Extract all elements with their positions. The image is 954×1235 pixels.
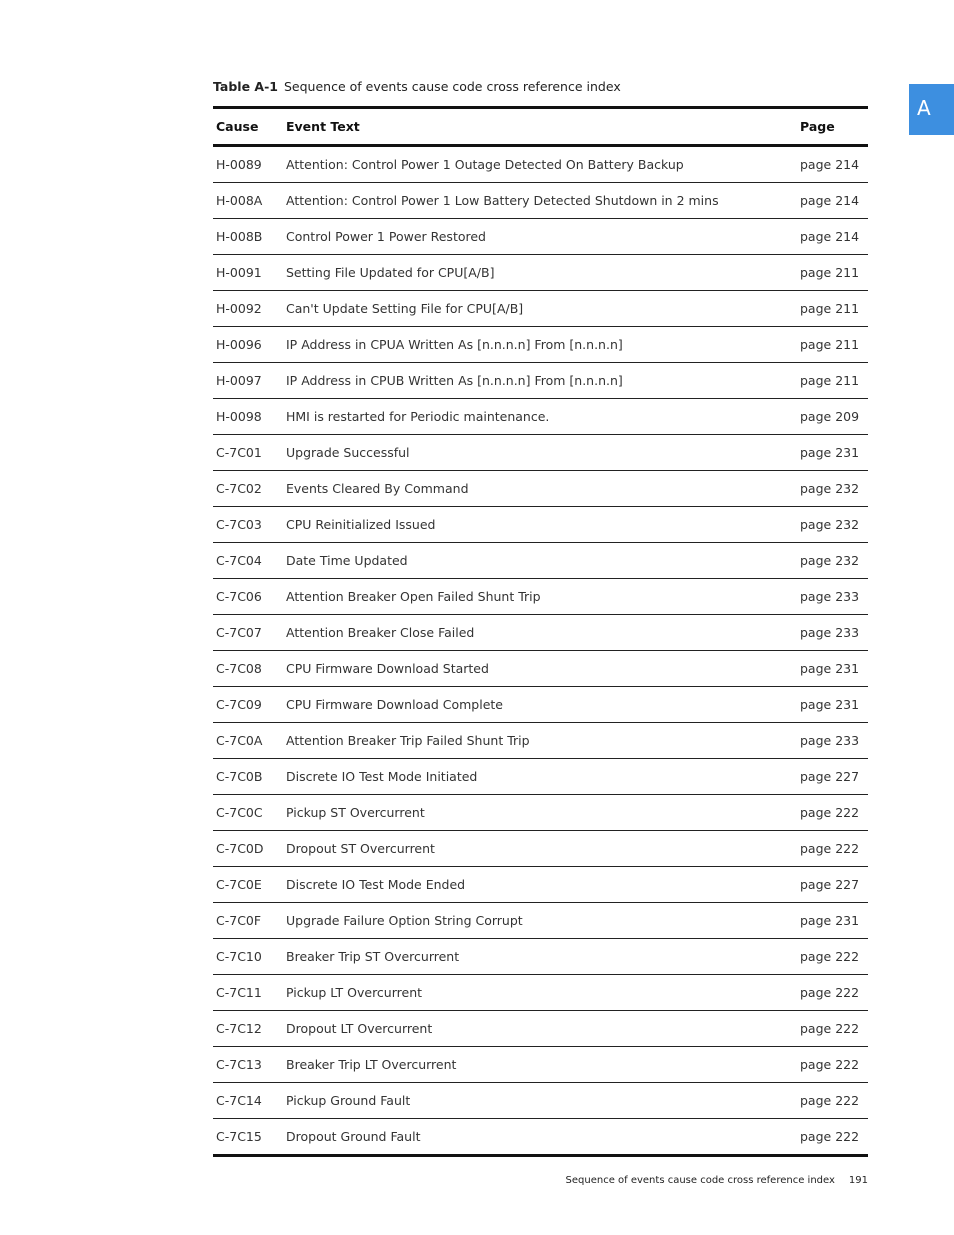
table-row [213,615,868,651]
cell-cause: H-0098 [213,399,283,435]
cell-page: page 232 [797,471,868,507]
cell-event-text: Dropout Ground Fault [286,1129,421,1144]
cell-cause: H-0089 [213,146,283,183]
table-row [213,939,868,975]
table-caption [213,79,621,94]
table-row [213,867,868,903]
cell-cause: H-0091 [213,255,283,291]
cell-page: page 227 [797,759,868,795]
cell-page: page 222 [797,1011,868,1047]
cell-event-text: IP Address in CPUB Written As [n.n.n.n] From [n.n.n.n] [283,363,797,399]
cell-cause: C-7C11 [213,975,283,1011]
cell-page: page 231 [797,687,868,723]
table-row [213,831,868,867]
table-caption-label: Table A-1 [213,79,278,94]
footer-section-title: Sequence of events cause code cross reference index [565,1175,835,1186]
cell-cause: C-7C0E [213,867,283,903]
cell-cause: C-7C0D [213,831,283,867]
cell-event-text: Attention: Control Power 1 Low Battery Detected Shutdown in 2 mins [283,183,797,219]
cell-page: page 214 [797,183,868,219]
table-row [213,507,868,543]
cell-cause: H-0096 [213,327,283,363]
table-row [213,1047,868,1083]
cell-event-text: Attention: Control Power 1 Outage Detected On Battery Backup [283,146,797,183]
cell-cause: C-7C02 [213,471,283,507]
table-row [213,975,868,1011]
cell-page: page 211 [797,327,868,363]
cell-event-text: Discrete IO Test Mode Ended [283,867,797,903]
cell-page: page 211 [797,291,868,327]
footer-page-number: 191 [848,1175,868,1186]
cell-cause: C-7C07 [213,615,283,651]
table-row [213,1011,868,1047]
cell-page: page 211 [797,255,868,291]
cell-page: page 222 [797,831,868,867]
cell-page: page 222 [797,975,868,1011]
cell-page: page 227 [797,867,868,903]
table-row [213,435,868,471]
cell-page: page 232 [797,507,868,543]
table-row [213,579,868,615]
table-row [213,327,868,363]
cell-page: page 222 [797,1047,868,1083]
cell-event-text: Breaker Trip ST Overcurrent [283,939,797,975]
cell-cause: C-7C03 [213,507,283,543]
table-row [213,1083,868,1119]
table-row [213,146,868,183]
cell-page: page 222 [797,1083,868,1119]
cell-cause: C-7C15 [216,1129,262,1144]
cell-event-text: Attention Breaker Trip Failed Shunt Trip [283,723,797,759]
header-page: Page [797,108,868,146]
cell-cause: C-7C0B [213,759,283,795]
cell-event-text: Pickup Ground Fault [283,1083,797,1119]
cell-event-text: Events Cleared By Command [283,471,797,507]
table-body [213,146,868,1156]
table-row [213,795,868,831]
table-row [213,903,868,939]
header-cause: Cause [213,108,283,146]
cell-cause: C-7C12 [213,1011,283,1047]
cell-event-text: CPU Firmware Download Started [283,651,797,687]
table-row [213,291,868,327]
table-row [213,687,868,723]
table-row [213,255,868,291]
cell-cause: C-7C0A [213,723,283,759]
cell-event-text: HMI is restarted for Periodic maintenance. [283,399,797,435]
cell-page: page 211 [797,363,868,399]
cell-cause: C-7C06 [213,579,283,615]
cell-cause: H-0097 [213,363,283,399]
cell-cause: H-008B [213,219,283,255]
table-row [213,471,868,507]
table-row [213,651,868,687]
cell-event-text: Pickup ST Overcurrent [283,795,797,831]
cell-cause: C-7C09 [213,687,283,723]
cell-event-text: Setting File Updated for CPU[A/B] [283,255,797,291]
table-row [213,219,868,255]
cell-event-text: Dropout LT Overcurrent [283,1011,797,1047]
table-row [213,759,868,795]
cell-cause: C-7C14 [213,1083,283,1119]
cell-event-text: Upgrade Successful [283,435,797,471]
cell-event-text: Upgrade Failure Option String Corrupt [283,903,797,939]
cell-cause: C-7C08 [213,651,283,687]
cause-code-table [213,106,868,1157]
table-header-row [213,108,868,146]
cell-event-text: Attention Breaker Open Failed Shunt Trip [283,579,797,615]
cell-page: page 233 [797,579,868,615]
table-row [213,1119,868,1156]
table-row [213,399,868,435]
table-row [213,543,868,579]
cell-event-text: CPU Reinitialized Issued [283,507,797,543]
cell-event-text: CPU Firmware Download Complete [283,687,797,723]
cell-event-text: Dropout ST Overcurrent [283,831,797,867]
page-footer [566,1175,868,1186]
cell-event-text: Attention Breaker Close Failed [283,615,797,651]
cell-cause: C-7C04 [213,543,283,579]
header-event-text: Event Text [283,108,797,146]
cell-event-text: Breaker Trip LT Overcurrent [283,1047,797,1083]
table-row [213,183,868,219]
cell-page: page 222 [797,795,868,831]
cell-event-text: Can't Update Setting File for CPU[A/B] [283,291,797,327]
cell-page: page 233 [797,723,868,759]
cell-event-text: Control Power 1 Power Restored [283,219,797,255]
table-caption-title: Sequence of events cause code cross reference index [283,79,621,94]
table-row [213,363,868,399]
cell-page: page 222 [797,939,868,975]
cell-page: page 214 [797,219,868,255]
cell-page: page 231 [797,651,868,687]
cell-event-text: Pickup LT Overcurrent [283,975,797,1011]
cell-cause: H-008A [213,183,283,219]
cell-page: page 231 [797,903,868,939]
cell-cause: C-7C13 [213,1047,283,1083]
cell-event-text: IP Address in CPUA Written As [n.n.n.n] From [n.n.n.n] [283,327,797,363]
cell-cause: C-7C0F [213,903,283,939]
cell-page: page 233 [797,615,868,651]
cell-page: page 214 [797,146,868,183]
cell-cause: C-7C0C [213,795,283,831]
cell-page: page 222 [800,1129,860,1144]
cell-page: page 209 [797,399,868,435]
cell-cause: C-7C10 [213,939,283,975]
cell-page: page 231 [797,435,868,471]
table-row [213,723,868,759]
cell-cause: H-0092 [213,291,283,327]
cell-event-text: Discrete IO Test Mode Initiated [283,759,797,795]
appendix-tab: A [909,84,954,135]
cell-event-text: Date Time Updated [283,543,797,579]
cell-page: page 232 [797,543,868,579]
cell-cause: C-7C01 [213,435,283,471]
